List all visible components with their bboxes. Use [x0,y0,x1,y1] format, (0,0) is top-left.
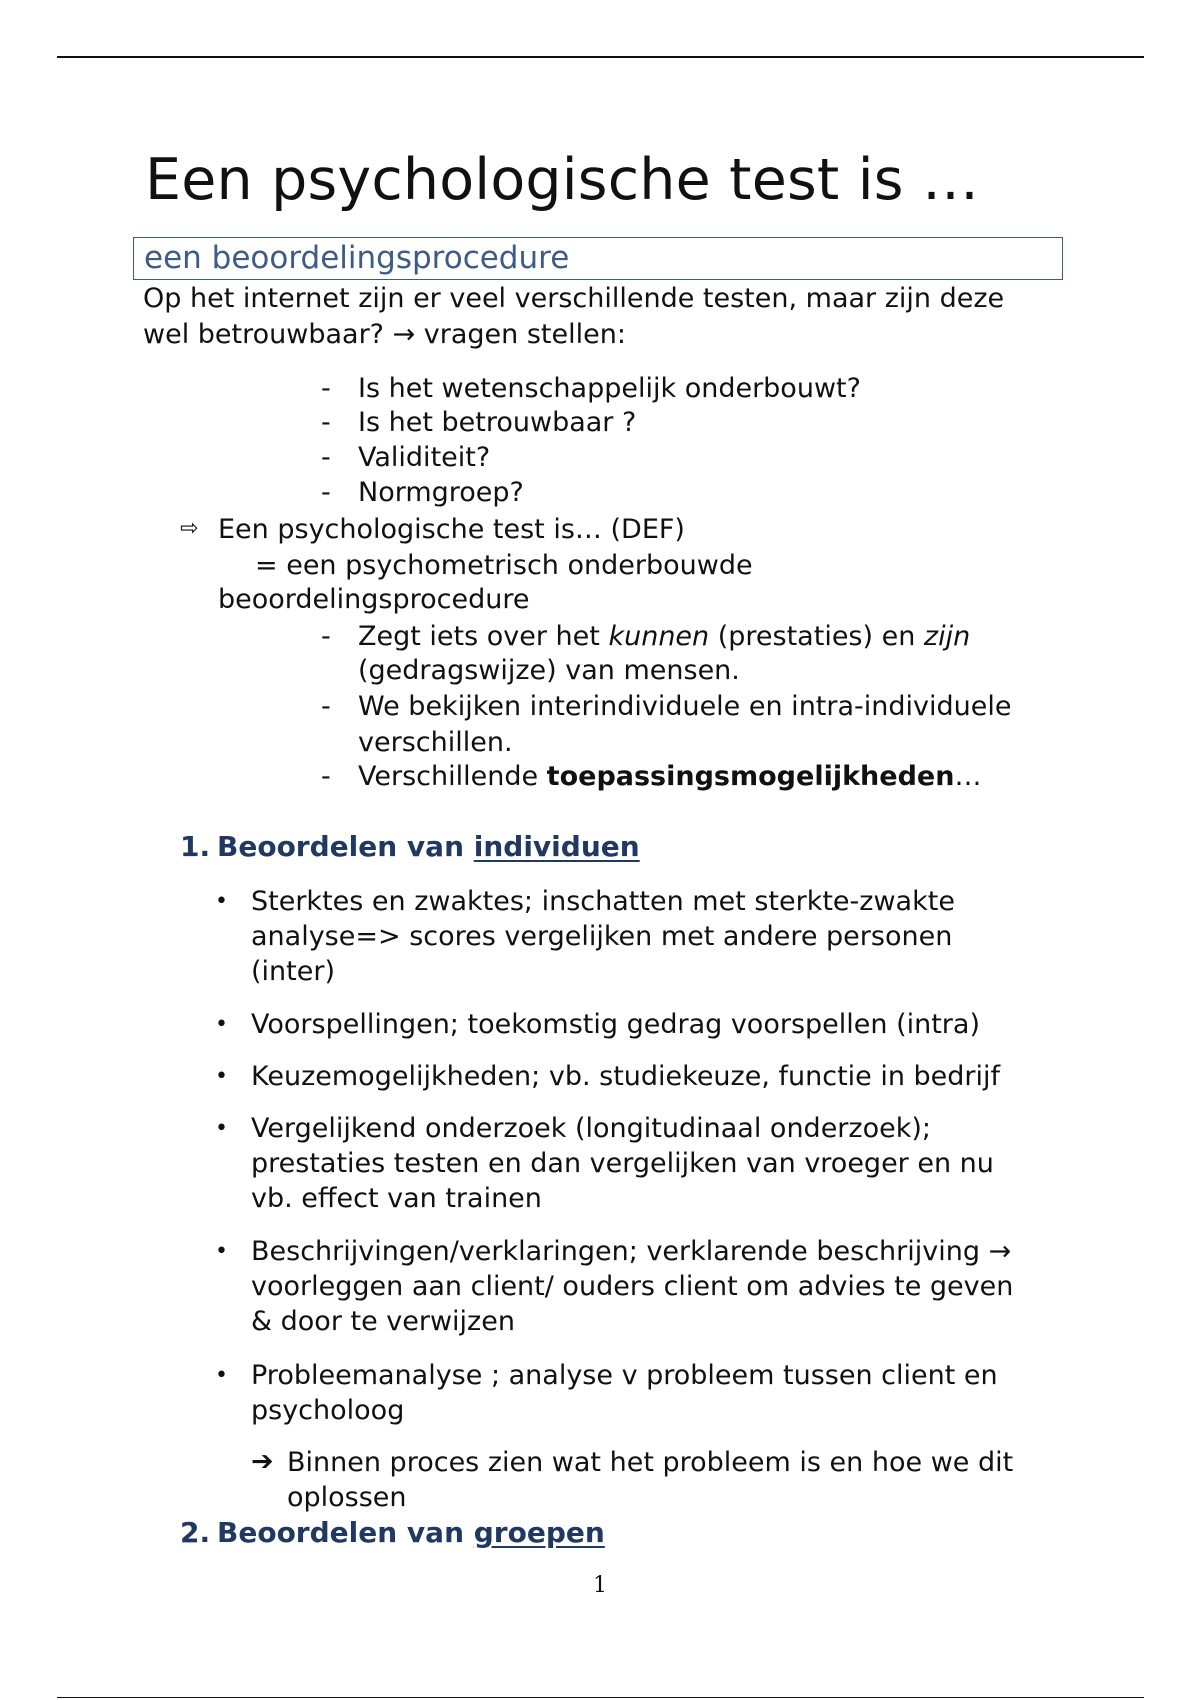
question-item [321,406,637,440]
footer-rule [57,1697,1144,1698]
right-arrow-icon: ➔ [251,1446,274,1477]
conclusion-line: Binnen proces zien wat het probleem is en hoe we dit [287,1447,1014,1478]
question-text: Validiteit? [358,442,491,473]
question-item [321,476,524,510]
dash-marker: - [321,621,331,652]
page-title: Een psychologische test is … [145,147,980,213]
bullet-line: analyse=> scores vergelijken met andere personen [251,921,953,952]
dash-marker: - [321,442,331,473]
bullet-item [215,1234,1081,1339]
hollow-arrow-icon: ⇨ [180,516,199,541]
section-label: Beoordelen van [217,830,474,863]
intro-paragraph [143,281,1073,353]
bullet-icon: • [215,1064,228,1089]
question-text: Is het betrouwbaar ? [358,407,637,438]
bullet-icon: • [215,1239,228,1264]
subtitle: een beoordelingsprocedure [144,240,570,276]
bullet-item [215,1111,1081,1216]
section-underlined: groepen [473,1516,605,1549]
section-underlined: individuen [473,830,640,863]
bullet-line: Beschrijvingen/verklaringen; verklarende beschrijving → [251,1236,1012,1267]
point-bold: toepassingsmogelijkheden [546,761,955,792]
bullet-item [215,1358,1081,1428]
point-text: Zegt iets over het [358,621,609,652]
point-emphasis: kunnen [608,621,710,652]
section-heading-2 [180,1515,605,1551]
point-text: (prestaties) en [709,621,924,652]
question-text: Normgroep? [358,477,524,508]
dash-marker: - [321,477,331,508]
bullet-line: (inter) [251,956,335,987]
page-number: 1 [593,1573,607,1598]
intro-line: Op het internet zijn er veel verschillende testen, maar zijn deze [143,283,1005,314]
bullet-line: psycholoog [251,1395,405,1426]
question-item [321,372,861,406]
section-number: 2. [180,1516,211,1549]
conclusion [287,1445,1087,1515]
bullet-line: vb. effect van trainen [251,1183,542,1214]
point-text: We bekijken interindividuele en intra-individuele [358,691,1012,722]
conclusion-line: oplossen [287,1482,407,1513]
bullet-line: voorleggen aan client/ ouders client om advies te geven [251,1271,1014,1302]
dash-marker: - [321,691,331,722]
definition-line: = een psychometrisch onderbouwde [255,550,753,581]
point-text: Verschillende [358,761,547,792]
point-text: … [954,761,982,792]
definition-point [321,690,1012,724]
bullet-icon: • [215,1012,228,1037]
section-heading-1 [180,829,640,865]
definition-line: beoordelingsprocedure [218,584,530,615]
question-text: Is het wetenschappelijk onderbouwt? [358,373,861,404]
bullet-line: Sterktes en zwaktes; inschatten met sterkte-zwakte [251,886,955,917]
bullet-line: prestaties testen en dan vergelijken van vroeger en nu [251,1148,994,1179]
bullet-line: Probleemanalyse ; analyse v probleem tussen client en [251,1360,998,1391]
bullet-line: & door te verwijzen [251,1306,515,1337]
point-emphasis: zijn [923,621,971,652]
bullet-item [215,1059,1081,1094]
bullet-line: Keuzemogelijkheden; vb. studiekeuze, functie in bedrijf [251,1061,1001,1092]
bullet-icon: • [215,1363,228,1388]
bullet-item [215,884,1081,989]
header-rule [57,56,1144,58]
bullet-icon: • [215,889,228,914]
definition-heading: Een psychologische test is… (DEF) [218,514,685,545]
dash-marker: - [321,407,331,438]
point-continuation: verschillen. [358,727,513,758]
bullet-line: Vergelijkend onderzoek (longitudinaal onderzoek); [251,1113,931,1144]
definition-point [321,760,982,794]
section-label: Beoordelen van [217,1516,474,1549]
bullet-line: Voorspellingen; toekomstig gedrag voorspellen (intra) [251,1009,980,1040]
section-number: 1. [180,830,211,863]
bullet-item [215,1007,1081,1042]
intro-line: wel betrouwbaar? → vragen stellen: [143,319,626,350]
definition-point [321,620,971,654]
dash-marker: - [321,761,331,792]
bullet-icon: • [215,1116,228,1141]
subtitle-box [133,237,1063,280]
question-item [321,441,491,475]
dash-marker: - [321,373,331,404]
point-continuation: (gedragswijze) van mensen. [358,655,740,686]
